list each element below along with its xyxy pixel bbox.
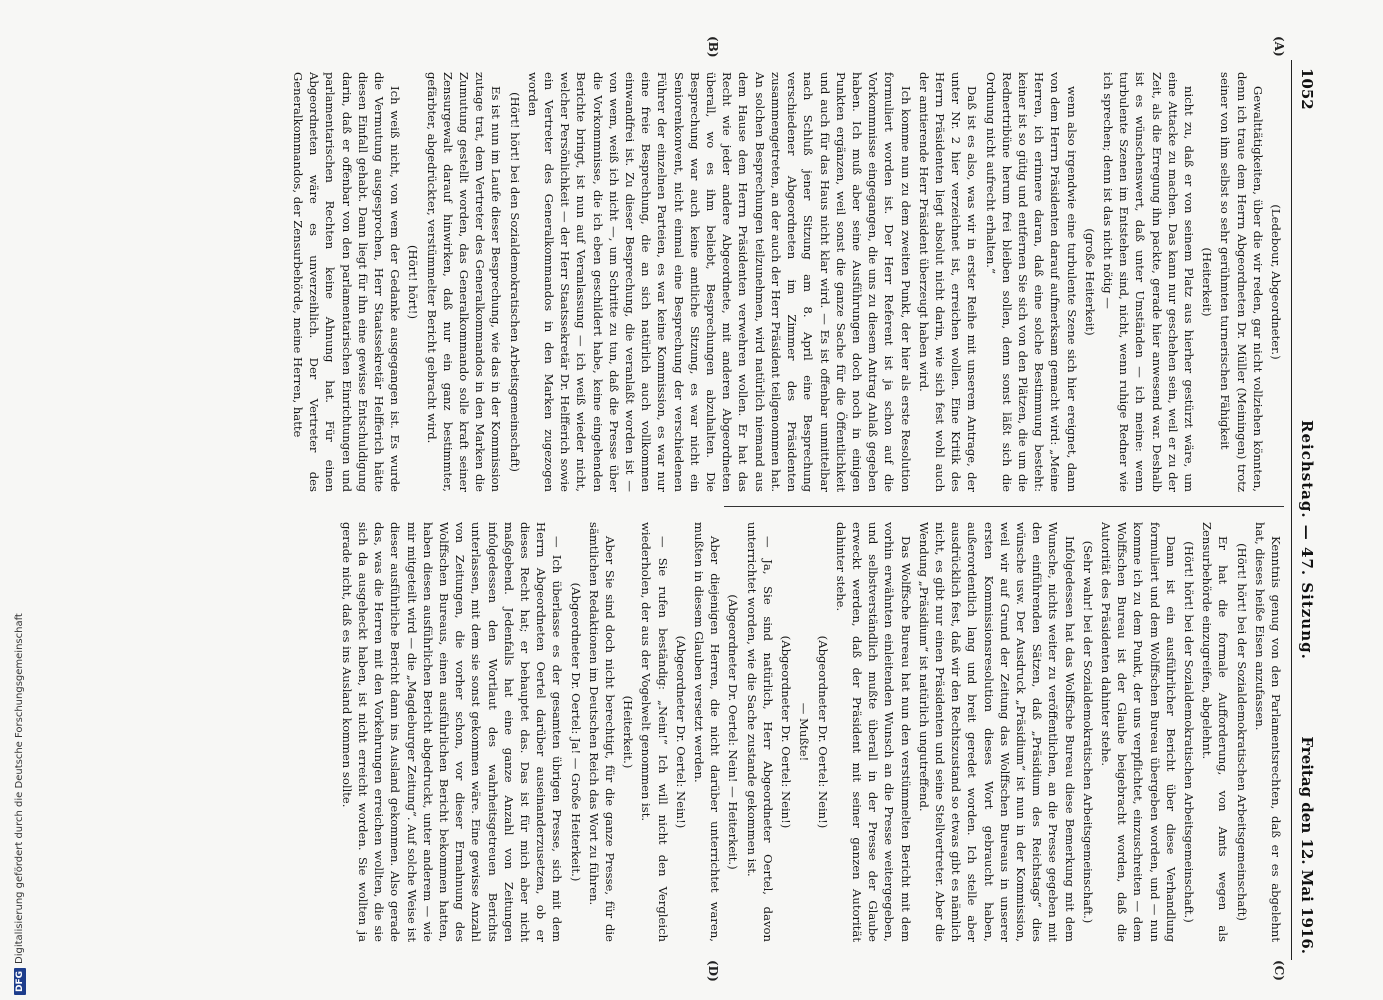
interjection: (Hört! hört!) bbox=[406, 245, 421, 319]
interjection: (Abgeordneter Dr. Oertel: Ja! — Große Heiterkeit.) bbox=[568, 582, 583, 882]
paragraph: Gewalttätigkeiten, über die wir reden, gar nicht vollziehen könnten, denn ich traue dem Herrn Abgeordneten Dr. Müller (Meiningen) trotz seiner von ihm selbst so sehr gerühmten turnerischen Fähigkeit bbox=[1218, 72, 1265, 492]
interjection: (Sehr wahr! bei der Sozialdemokratischen Arbeitsgemeinschaft.) bbox=[1080, 540, 1095, 924]
session-title: Reichstag. — 47. Sitzung. bbox=[1298, 420, 1316, 660]
paragraph: Daß ist es also, was wir in erster Reihe mit unserem Antrage, der unter Nr. 2 hier verzeichnet ist, erreichen wollen. Eine Kritik des Herrn Präsidenten liegt absolut nicht darin, wie sich fest wohl auch der amtierende Herr Präsident überzeugt haben wird. bbox=[916, 72, 980, 492]
margin-mark-b: (B) bbox=[706, 36, 720, 58]
dfg-logo: DFG bbox=[14, 968, 26, 995]
paragraph: — Sie rufen beständig: „Nein!“ Ich will nicht den Vergleich wiederholen, der aus der Vogelwelt genommen ist. bbox=[639, 522, 670, 942]
interjection: (Abgeordneter Dr. Oertel: Nein!) bbox=[673, 635, 688, 829]
paragraph: wenn also irgendwie eine turbulente Szene sich hier ereignet, dann von dem Herrn Präsidenten darauf aufmerksam gemacht wird: „Meine Herren, ich erinnere daran, daß eine solche Bestimmung besteht: keiner ist so gütig und entfernen Sie sich von den Plätzen, die um die Rednertribüne herum frei bleiben sollen, denn sonst läßt sich die Ordnung nicht aufrecht erhalten.“ bbox=[983, 72, 1079, 492]
margin-mark-c: (C) bbox=[1272, 960, 1286, 981]
interjection: (Hört! hört! bei der Sozialdemokratischen Arbeitsgemeinschaft.) bbox=[1181, 541, 1196, 923]
paragraph: Das Wolffsche Bureau hat nun den verstümmelten Bericht mit dem vorhin erwähnten einleitenden Wunsch an die Presse weitergegeben, und selbstverständlich mußte überall in der Presse der Glaube erweckt werden, daß der Präsident mit seiner ganzen Autorität dahinter stehe. bbox=[833, 522, 913, 942]
interjection: (Abgeordneter Dr. Oertel: Nein!) bbox=[779, 635, 794, 829]
interjection: (Heiterkeit) bbox=[1200, 247, 1215, 317]
interjection: (große Heiterkeit) bbox=[1082, 228, 1097, 336]
interjection: (Heiterkeit.) bbox=[621, 695, 636, 769]
paragraph: Infolgedessen hat das Wolffsche Bureau diese Bemerkung mit dem Wunsche, nichts weiter zu veröffentlichen, an die Presse gegeben mit den einführenden Sätzen, daß „Präsidium des Reichstags“ dies wünsche usw. Der Ausdruck „Präsidium“ ist nun in der Kommission, weil wir auf Grund der Zeitung das Wolffschen Bureaus in unserer ersten Kommissionsresolution dieses Wort gebraucht haben, außerordentlich lang und breit geredet worden. Ich stelle aber ausdrücklich fest, daß wir den Rechtszustand so etwas gibt es nämlich nicht, es gibt nur einen Präsidenten und seine Stellvertreter. Aber die Wendung „Präsidium“ ist natürlich ungutreffend. bbox=[916, 522, 1077, 942]
paragraph: Es ist nun im Laufe dieser Besprechung, wie das in der Kommission zutage trat, dem Vertreter des Generalkommandos in den Marken die Zumutung gestellt worden, das Generalkommando solle kraft seiner Zensurgewalt darauf hinwirken, daß nur ein ganz bestimmter, gefärbter, abgedrückter, verstümmelter Bericht gebracht wird. bbox=[424, 72, 504, 492]
interjection: — Mußte! bbox=[797, 702, 812, 762]
session-date: Freitag den 12. Mai 1916. bbox=[1298, 736, 1316, 954]
interjection: (Hört! hört! bei den Sozialdemokratischen Arbeitsgemeinschaft) bbox=[507, 92, 522, 472]
interjection: (Ledebour, Abgeordneter.) bbox=[1269, 204, 1283, 360]
margin-mark-d: (D) bbox=[706, 960, 720, 982]
interjection: (Abgeordneter Dr. Oertel: Nein! — Heiterkeit.) bbox=[726, 594, 741, 870]
left-column bbox=[104, 72, 1284, 492]
footer-credit bbox=[14, 613, 26, 995]
paragraph: — Ich überlasse es der gesamten übrigen Presse, sich mit dem Herrn Abgeordneten Oertel darüber auseinanderzusetzen, ob er dieses Recht hat; er behauptet das. Das ist für mich aber nicht maßgebend. Jedenfalls hat eine ganze Anzahl von Zeitungen infolgedessen den Wortlaut des wahrheitsgetreuen Berichts unterlassen, mit dem sie sonst gekommen wäre. Eine gewisse Anzahl von Zeitungen, die vorher schon, vor dieser Ermahnung des Wolffschen Bureaus, einen ausführlichen Bericht bekommen hatten, haben diesen ausführlichen Bericht abgedruckt, unter anderem — wie mir mitgeteilt wird — die „Magdeburger Zeitung“. Auf solche Weise ist dieser ausführliche Bericht dann ins Ausland gekommen. Also gerade das, was die Herren mit den Vorkehrungen erreichen wollten, die sie sich da ausgeheckt haben, ist nicht erreicht worden. Sie wollten ja gerade nicht, daß es ins Ausland kommen sollte. bbox=[339, 522, 565, 942]
interjection: (Abgeordneter Dr. Oertel: Nein!) bbox=[815, 635, 830, 829]
paragraph: Er hat die formale Aufforderung, von Amts wegen als Zensurbehörde einzugreifen, abgelehnt. bbox=[1200, 522, 1231, 942]
paragraph: nicht zu, daß er von seinem Platz aus hierher gestürzt wäre, um eine Attacke zu machen. Das kann nur geschehen sein, weil er zu der Zeit, als die Erregung ihn packte, gerade hier anwesend war. Deshalb ist es wünschenswert, daß unter Umständen — ich meine: wenn turbulente Szenen im Entstehen sind, nicht, wenn ruhige Redner wie ich sprechen; denn ist das nicht nötig — bbox=[1100, 72, 1196, 492]
paragraph: Kenntnis genug von den Parlamentsrechten, daß er es abgelehnt hat, dieses heiße Eisen anzufassen. bbox=[1252, 522, 1283, 942]
paragraph: Ich weiß nicht, von wem der Gedanke ausgegangen ist. Es wurde die Vermutung ausgesprochen, Herr Staatssekretär Helfferich hätte diesen Einfall gehabt. Dann liegt für ihn eine gewisse Entschuldigung darin, daß er offenbar von den parlamentarischen Einrichtungen und parlamentarischen Rechten keine Ahnung hat. Für einen Abgeordneten wäre es unverzeihlich. Der Vertreter des Generalkommandos, der Zensurbehörde, meine Herren, hatte bbox=[291, 72, 403, 492]
paragraph: Aber Sie sind doch nicht berechtigt, für die ganze Presse, für die sämtlichen Redaktionen im Deutschen Reich das Wort zu führen. bbox=[586, 522, 618, 942]
paragraph: Dann ist ein ausführlicher Bericht über diese Verhandlung formuliert und dem Wolffschen Bureau übergeben worden, und — nun komme ich zu dem Punkt, der uns verpflichtet, einzuschreiten — dem Wolffschen Bureau ist der Glaube beigebracht worden, daß die Autorität des Präsidenten dahinter stehe. bbox=[1098, 522, 1178, 942]
margin-mark-a: (A) bbox=[1272, 36, 1286, 57]
footer-text: Digitalisierung gefördert durch die Deutsche Forschungsgemeinschaft bbox=[14, 613, 25, 964]
right-column bbox=[104, 522, 1284, 942]
paragraph: Ich komme nun zu dem zweiten Punkt, der hier als erste Resolution formuliert worden ist. Der Herr Referent ist ja schon auf die Vorkommnisse eingegangen, die uns zu diesem Antrag Anlaß gegeben haben. Ich muß aber seine Ausführungen doch noch in einigen Punkten ergänzen, weil sonst die ganze Sache für die Öffentlichkeit und auch für das Haus nicht klar wird. — Es ist offenbar unmittelbar nach Schluß jener Sitzung am 8. April eine Besprechung verschiedener Abgeordneten im Zimmer des Präsidenten zusammengetreten, an der auch der Herr Präsident teilgenommen hat. An solchen Besprechungen teilzunehmen, wird natürlich niemand aus dem Hause dem Herrn Präsidenten verwehren wollen. Er hat das Recht wie jeder andere Abgeordnete, mit anderen Abgeordneten überall, wo es ihm beliebt, Besprechungen abzuhalten. Die Besprechung war auch keine amtliche Sitzung, es war nicht ein Seniorenkonvent, nicht einmal eine Besprechung der verschiedenen Führer der einzelnen Parteien, es war keine Kommission, es war nur eine freie Besprechung, die an sich natürlich auch vollkommen einwandfrei ist. Zu dieser Besprechung, die veranlaßt worden ist — von wem, weiß ich nicht —, um Schritte zu tun, daß die Presse über die Vorkommnisse, die ich eben geschildert habe, keine eingehenden Berichte bringt, ist nun auf Veranlassung — ich weiß wieder nicht, welcher Persönlichkeit — der Herr Staatssekretär Dr. Helfferich sowie ein Vertreter des Generalkommandos in den Marken zugezogen worden bbox=[525, 72, 913, 492]
interjection: (Hört! hört! bei der Sozialdemokratischen Arbeitsgemeinschaft) bbox=[1234, 543, 1249, 921]
page-header bbox=[1291, 60, 1320, 960]
column-divider bbox=[724, 506, 1284, 507]
rotated-page-content bbox=[70, 36, 1320, 982]
paragraph: Aber diejenigen Herren, die nicht darüber unterrichtet waren, mußten in diesem Glauben versetzt werden. bbox=[692, 522, 723, 942]
paragraph: — Ja, Sie sind natürlich, Herr Abgeordneter Oertel, davon unterrichtet worden, wie die Sache zustande gekommen ist. bbox=[744, 522, 775, 942]
page-number: 1052 bbox=[1298, 68, 1316, 110]
